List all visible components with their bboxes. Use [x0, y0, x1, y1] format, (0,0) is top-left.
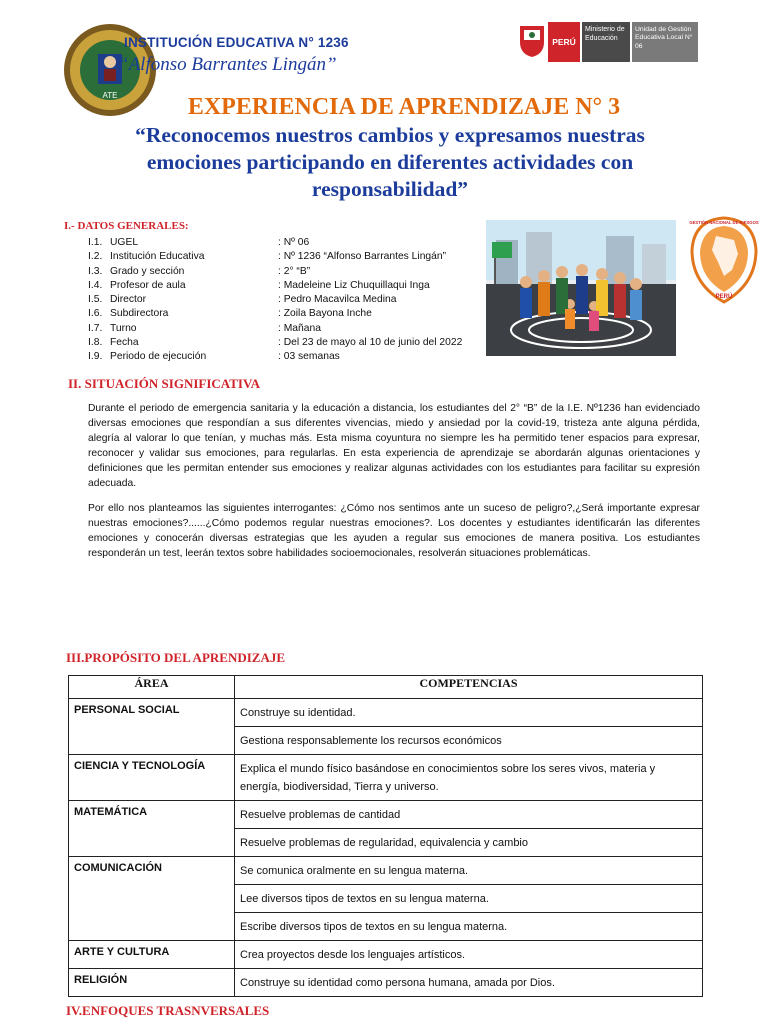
- row-value: : Pedro Macavilca Medina: [278, 294, 397, 306]
- section-2-heading: II. SITUACIÓN SIGNIFICATIVA: [68, 376, 261, 391]
- competency-cell: Explica el mundo físico basándose en conocimientos sobre los seres vivos, materia y energía, biodiversidad, Tierra y universo.: [235, 755, 703, 801]
- area-cell: RELIGIÓN: [69, 969, 235, 997]
- ministry-peru-label: PERÚ: [548, 22, 580, 62]
- row-label: Fecha: [110, 337, 139, 349]
- table-header-row: [69, 676, 703, 699]
- area-cell: PERSONAL SOCIAL: [69, 699, 235, 755]
- row-value: : Nº 06: [278, 237, 310, 248]
- general-data-row: [88, 236, 478, 250]
- evacuation-illustration: [486, 220, 676, 356]
- area-cell: ARTE Y CULTURA: [69, 941, 235, 969]
- row-number: I.5.: [88, 294, 103, 306]
- row-value: : Zoila Bayona Inche: [278, 308, 372, 320]
- competency-cell: Gestiona responsablemente los recursos económicos: [235, 727, 703, 755]
- area-cell: MATEMÁTICA: [69, 801, 235, 857]
- table-row: [69, 699, 703, 727]
- general-data-row: [88, 250, 478, 264]
- row-label: Periodo de ejecución: [110, 351, 207, 363]
- table-row: [69, 969, 703, 997]
- row-number: I.3.: [88, 265, 103, 277]
- institution-subtitle: “Alfonso Barrantes Lingán”: [118, 54, 337, 75]
- table-row: [69, 941, 703, 969]
- area-cell: CIENCIA Y TECNOLOGÍA: [69, 755, 235, 801]
- row-label: Institución Educativa: [110, 251, 205, 263]
- area-cell: COMUNICACIÓN: [69, 857, 235, 941]
- general-data-row: [88, 307, 478, 321]
- competency-cell: Resuelve problemas de cantidad: [235, 801, 703, 829]
- row-label: Director: [110, 294, 147, 306]
- section-1-heading: I.- DATOS GENERALES:: [64, 220, 189, 232]
- competency-cell: Escribe diversos tipos de textos en su lengua materna.: [235, 913, 703, 941]
- general-data-row: [88, 265, 478, 279]
- general-data-row: [88, 279, 478, 293]
- row-value: : Mañana: [278, 322, 321, 334]
- table-row: [69, 755, 703, 801]
- header-area: ÁREA: [69, 676, 235, 699]
- row-number: I.8.: [88, 337, 103, 349]
- ministry-logo: [518, 18, 698, 64]
- row-value: : Del 23 de mayo al 10 de junio del 2022: [278, 337, 463, 349]
- stamp-bottom: PERÚ: [715, 294, 733, 300]
- seal-text: ATE: [102, 91, 118, 100]
- competency-cell: Resuelve problemas de regularidad, equivalencia y cambio: [235, 829, 703, 857]
- learning-purpose-table: [68, 675, 703, 997]
- table-row: [69, 801, 703, 829]
- peru-shield-icon: [518, 22, 546, 58]
- row-number: I.1.: [88, 237, 103, 248]
- row-value: : Madeleine Liz Chuquillaqui Inga: [278, 279, 430, 291]
- ministry-name-label: Ministerio de Educación: [582, 22, 630, 62]
- general-data-row: [88, 322, 478, 336]
- row-label: UGEL: [110, 237, 139, 248]
- row-label: Subdirectora: [110, 308, 169, 320]
- stamp-text: GESTIÓN NACIONAL DE RIESGOS: [689, 220, 759, 225]
- section-3-heading: III.PROPÓSITO DEL APRENDIZAJE: [66, 650, 286, 665]
- general-data-row: [88, 293, 478, 307]
- competency-cell: Construye su identidad.: [235, 699, 703, 727]
- row-number: I.6.: [88, 308, 103, 320]
- general-data-row: [88, 350, 478, 364]
- row-value: : Nº 1236 “Alfonso Barrantes Lingán”: [278, 251, 447, 263]
- competency-cell: Lee diversos tipos de textos en su lengua materna.: [235, 885, 703, 913]
- row-label: Turno: [110, 322, 137, 334]
- risk-management-stamp: [688, 214, 760, 306]
- general-data-list: [88, 236, 478, 365]
- situation-paragraph-1: Durante el periodo de emergencia sanitaria y la educación a distancia, los estudiantes del 2° “B” de la I.E. Nº1236 han evidenciado diversas emociones que respondían a sus diferentes vivencias, miedo y ansiedad por la covid-19, tristeza ante alguna pérdida, alegría al valorar lo que tenían, y muchas más. Esta misma coyuntura no siempre les ha permitido tener espacios para expresar, reconocer y validar sus emociones, para regularlas. En esta experiencia de aprendizaje se abordarán algunas orientaciones y definiciones que les permitan entender sus emociones y realizar algunas actividades con los estudiantes para facilitar su expresión adecuada.: [88, 403, 700, 489]
- section-4-heading: IV.ENFOQUES TRASNVERSALES: [66, 1003, 270, 1018]
- ministry-unit-label: Unidad de Gestión Educativa Local N° 06: [632, 22, 698, 62]
- row-number: I.2.: [88, 251, 103, 263]
- row-number: I.7.: [88, 322, 103, 334]
- institution-name: INSTITUCIÓN EDUCATIVA N° 1236: [124, 35, 349, 50]
- header-competencias: COMPETENCIAS: [235, 676, 703, 699]
- row-number: I.9.: [88, 351, 103, 363]
- general-data-row: [88, 336, 478, 350]
- row-value: : 2° “B”: [278, 265, 311, 277]
- situation-paragraph-2: Por ello nos planteamos las siguientes interrogantes: ¿Cómo nos sentimos ante un suceso de peligro?,¿Será importante expresar nuestras emociones?......¿Cómo podemos regular nuestras emociones?. Los docentes y estudiantes identificarán las diferentes emociones y conocerán diversas estrategias que les ayuden a regular sus emociones de manera positiva. Los estudiantes responderán un test, leerán textos sobre habilidades socioemocionales, resolverán situaciones problemáticas.: [88, 503, 700, 559]
- competency-cell: Construye su identidad como persona humana, amada por Dios.: [235, 969, 703, 997]
- experience-subtitle: “Reconocemos nuestros cambios y expresamos nuestras emociones participando en diferentes actividades con responsabilidad”: [135, 123, 645, 201]
- row-value: : 03 semanas: [278, 351, 340, 363]
- row-label: Grado y sección: [110, 265, 185, 277]
- row-label: Profesor de aula: [110, 279, 186, 291]
- table-row: [69, 857, 703, 885]
- competency-cell: Crea proyectos desde los lenguajes artísticos.: [235, 941, 703, 969]
- competency-cell: Se comunica oralmente en su lengua materna.: [235, 857, 703, 885]
- experience-title: EXPERIENCIA DE APRENDIZAJE N° 3: [187, 94, 621, 120]
- row-number: I.4.: [88, 279, 103, 291]
